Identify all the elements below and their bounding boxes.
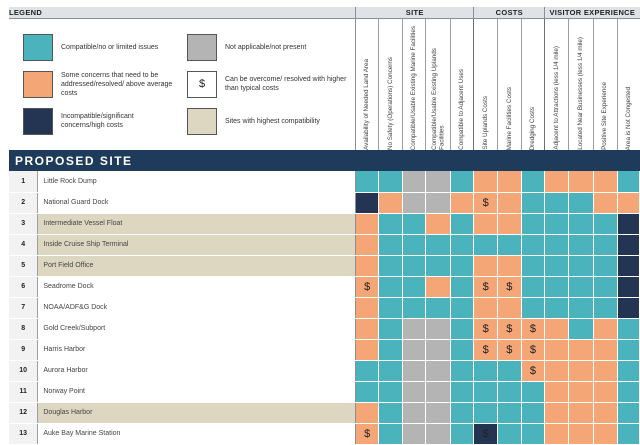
rating-cell: [474, 255, 498, 276]
rating-cell: [402, 234, 425, 255]
rating-cell: [617, 171, 639, 192]
rating-cell: [521, 234, 545, 255]
rating-cell: [521, 402, 545, 423]
rating-cell: [402, 276, 425, 297]
rating-cell: [617, 402, 639, 423]
rating-cell: [426, 192, 451, 213]
site-name: Little Rock Dump: [38, 171, 356, 192]
legend-swatch-teal: [23, 34, 53, 61]
site-number: 13: [9, 423, 38, 444]
site-number: 12: [9, 402, 38, 423]
rating-cell: [593, 255, 617, 276]
rating-cell: [521, 255, 545, 276]
column-header-label: Compatible/Usable Existing Marine Facilities: [410, 25, 418, 150]
rating-cell-cost-flag: $: [498, 339, 522, 360]
rating-cell: [569, 171, 593, 192]
rating-cell: [379, 339, 402, 360]
rating-cell: [545, 171, 569, 192]
rating-cell: [617, 234, 639, 255]
rating-cell: [521, 297, 545, 318]
rating-cell: [426, 297, 451, 318]
rating-cell-cost-flag: $: [521, 339, 545, 360]
rating-cell: [402, 402, 425, 423]
rating-cell: [545, 234, 569, 255]
site-number: 10: [9, 360, 38, 381]
rating-cell: [617, 360, 639, 381]
rating-cell: [426, 171, 451, 192]
column-header-label: Availability of Needed Land Area: [363, 59, 371, 150]
site-name: National Guard Dock: [38, 192, 356, 213]
rating-cell: [356, 339, 379, 360]
site-number: 5: [9, 255, 38, 276]
rating-cell-cost-flag: $: [356, 423, 379, 444]
rating-cell: [569, 213, 593, 234]
site-name: Intermediate Vessel Float: [38, 213, 356, 234]
rating-cell: [617, 276, 639, 297]
rating-cell: [569, 234, 593, 255]
column-header-label: Dredging Costs: [529, 106, 537, 150]
site-number: 11: [9, 381, 38, 402]
site-number: 4: [9, 234, 38, 255]
rating-cell: [426, 381, 451, 402]
rating-cell: [379, 423, 402, 444]
legend-label: Sites with highest compatibility: [225, 117, 320, 125]
rating-cell: [402, 339, 425, 360]
rating-cell: [450, 360, 473, 381]
rating-cell: [617, 255, 639, 276]
site-number: 9: [9, 339, 38, 360]
rating-cell: [593, 234, 617, 255]
rating-cell: [379, 213, 402, 234]
rating-cell: [356, 381, 379, 402]
rating-cell: [402, 360, 425, 381]
rating-cell: [356, 318, 379, 339]
rating-cell: [521, 381, 545, 402]
column-header-site: [402, 18, 425, 150]
column-header-label: Located Near Businesses (less 1/4 mile): [577, 37, 585, 150]
rating-cell: [450, 402, 473, 423]
rating-cell: [617, 339, 639, 360]
column-header-costs: [521, 18, 545, 150]
rating-cell: [521, 423, 545, 444]
rating-cell: [593, 402, 617, 423]
column-header-label: Compatible/Usable Existing Uplands Facilities: [430, 48, 446, 150]
column-header-label: Site Uplands Costs: [481, 96, 489, 150]
rating-cell-cost-flag: $: [521, 318, 545, 339]
site-name: NOAA/ADF&G Dock: [38, 297, 356, 318]
rating-cell: [474, 234, 498, 255]
rating-cell: [356, 213, 379, 234]
site-row: [9, 276, 640, 297]
rating-cell: [545, 276, 569, 297]
rating-cell: [545, 318, 569, 339]
rating-cell: [593, 339, 617, 360]
site-row: [9, 402, 640, 423]
rating-cell: [521, 276, 545, 297]
rating-cell: [569, 339, 593, 360]
legend-swatch-navy: [23, 108, 53, 135]
rating-cell: [379, 255, 402, 276]
rating-cell: [402, 255, 425, 276]
site-number: 8: [9, 318, 38, 339]
rating-cell: [593, 423, 617, 444]
column-header-visitor: [593, 18, 617, 150]
rating-cell: [356, 297, 379, 318]
rating-cell: [545, 213, 569, 234]
rating-cell: [569, 192, 593, 213]
site-name: Douglas Harbor: [38, 402, 356, 423]
proposed-site-title: PROPOSED SITE: [9, 150, 640, 171]
rating-cell: [426, 318, 451, 339]
rating-cell: [498, 234, 522, 255]
site-name: Port Field Office: [38, 255, 356, 276]
rating-cell: [569, 297, 593, 318]
column-header-label: Positive Site Experience: [601, 82, 609, 150]
rating-cell: [356, 234, 379, 255]
rating-cell: [379, 234, 402, 255]
rating-cell: [593, 213, 617, 234]
rating-cell: [593, 192, 617, 213]
rating-cell: [498, 213, 522, 234]
site-name: Norway Point: [38, 381, 356, 402]
column-header-label: Marine Facilities Costs: [505, 86, 513, 150]
rating-cell: [593, 318, 617, 339]
site-number: 1: [9, 171, 38, 192]
rating-cell: [379, 297, 402, 318]
column-header-site: [450, 18, 473, 150]
rating-cell: [593, 360, 617, 381]
legend-swatch-gray: [187, 34, 217, 61]
rating-cell: [450, 381, 473, 402]
rating-cell-cost-flag: $: [498, 318, 522, 339]
column-header-costs: [498, 18, 522, 150]
rating-cell: [450, 171, 473, 192]
rating-cell: [426, 339, 451, 360]
rating-cell: [593, 276, 617, 297]
site-row: [9, 297, 640, 318]
rating-cell: [593, 297, 617, 318]
rating-cell: [474, 213, 498, 234]
rating-cell-cost-flag: $: [474, 339, 498, 360]
rating-cell: [498, 255, 522, 276]
rating-cell: [593, 381, 617, 402]
rating-cell: [498, 381, 522, 402]
column-header-row: [9, 18, 640, 150]
site-row: [9, 360, 640, 381]
rating-cell: [379, 171, 402, 192]
legend-label: Compatible/no or limited issues: [61, 43, 159, 51]
rating-cell: [426, 360, 451, 381]
rating-cell-cost-flag: $: [474, 423, 498, 444]
rating-cell: [474, 381, 498, 402]
legend-label: Some concerns that need to be addressed/resolved/ above average costs: [61, 71, 173, 97]
rating-cell: [356, 402, 379, 423]
legend-label: Can be overcome/ resolved with higher than typical costs: [225, 76, 347, 92]
site-row: [9, 381, 640, 402]
column-header-label: Area is Not Congested: [624, 86, 632, 150]
legend-heading: LEGEND: [9, 7, 356, 18]
site-number: 7: [9, 297, 38, 318]
rating-cell: [450, 234, 473, 255]
column-header-label: Compatible to Adjacent Uses: [458, 69, 466, 150]
column-header-costs: [474, 18, 498, 150]
rating-cell: [498, 297, 522, 318]
legend-panel: [9, 18, 356, 150]
rating-cell: [498, 402, 522, 423]
rating-cell: [379, 276, 402, 297]
rating-cell: [521, 213, 545, 234]
rating-cell: [545, 381, 569, 402]
site-name: Aurora Harbor: [38, 360, 356, 381]
rating-cell: [474, 360, 498, 381]
rating-cell: [379, 402, 402, 423]
site-group-heading: SITE: [356, 7, 474, 18]
rating-cell: [545, 360, 569, 381]
rating-cell: [569, 423, 593, 444]
rating-cell: [450, 339, 473, 360]
rating-cell: [379, 192, 402, 213]
column-header-site: [356, 18, 379, 150]
rating-cell: [617, 423, 639, 444]
site-number: 6: [9, 276, 38, 297]
rating-cell: [569, 360, 593, 381]
rating-cell: [617, 192, 639, 213]
rating-cell: [498, 423, 522, 444]
rating-cell-cost-flag: $: [474, 192, 498, 213]
rating-cell-cost-flag: $: [498, 276, 522, 297]
rating-cell: [617, 297, 639, 318]
rating-cell: [426, 213, 451, 234]
site-evaluation-matrix: [9, 7, 640, 445]
rating-cell: [426, 402, 451, 423]
rating-cell: [450, 213, 473, 234]
rating-cell: [498, 360, 522, 381]
column-header-visitor: [617, 18, 639, 150]
site-row: [9, 318, 640, 339]
rating-cell: [426, 276, 451, 297]
rating-cell: [569, 255, 593, 276]
rating-cell: [379, 360, 402, 381]
rating-cell: [569, 318, 593, 339]
site-number: 2: [9, 192, 38, 213]
rating-cell: [426, 423, 451, 444]
column-header-visitor: [545, 18, 569, 150]
site-number: 3: [9, 213, 38, 234]
rating-cell: [498, 192, 522, 213]
proposed-site-banner-row: [9, 150, 640, 171]
column-header-site: [426, 18, 451, 150]
rating-cell: [402, 213, 425, 234]
rating-cell: [356, 171, 379, 192]
column-header-site: [379, 18, 402, 150]
rating-cell: [521, 192, 545, 213]
site-name: Harris Harbor: [38, 339, 356, 360]
site-name: Auke Bay Marine Station: [38, 423, 356, 444]
rating-cell: [545, 339, 569, 360]
rating-cell: [474, 402, 498, 423]
legend-swatch-white: $: [187, 71, 217, 98]
rating-cell: [450, 276, 473, 297]
legend-swatch-orange: [23, 71, 53, 98]
site-row: [9, 234, 640, 255]
rating-cell: [521, 171, 545, 192]
rating-cell-cost-flag: $: [474, 276, 498, 297]
group-header-row: [9, 7, 640, 18]
column-header-label: No Safety (Operations) Concerns: [386, 56, 394, 150]
site-rows: [9, 171, 640, 444]
legend-label: Not applicable/not present: [225, 43, 307, 51]
column-header-label: Adjacent to Attractions (less 1/4 mile): [553, 46, 561, 150]
rating-cell: [545, 297, 569, 318]
column-header-visitor: [569, 18, 593, 150]
rating-cell: [617, 381, 639, 402]
site-row: [9, 171, 640, 192]
rating-cell: [402, 192, 425, 213]
site-row: [9, 213, 640, 234]
rating-cell: [545, 402, 569, 423]
rating-cell: [498, 171, 522, 192]
rating-cell: [402, 381, 425, 402]
rating-cell: [569, 381, 593, 402]
rating-cell: [545, 192, 569, 213]
rating-cell: [450, 297, 473, 318]
rating-cell: [593, 171, 617, 192]
rating-cell: [450, 423, 473, 444]
rating-cell: [426, 255, 451, 276]
rating-cell: [402, 171, 425, 192]
rating-cell: [474, 171, 498, 192]
rating-cell: [450, 255, 473, 276]
rating-cell: [356, 255, 379, 276]
site-row: [9, 255, 640, 276]
rating-cell: [402, 297, 425, 318]
rating-cell: [617, 318, 639, 339]
rating-cell: [545, 423, 569, 444]
site-name: Seadrome Dock: [38, 276, 356, 297]
rating-cell: [474, 297, 498, 318]
site-row: [9, 192, 640, 213]
visitor-experience-group-heading: VISITOR EXPERIENCE: [545, 7, 640, 18]
rating-cell: [569, 276, 593, 297]
site-row: [9, 339, 640, 360]
site-name: Inside Cruise Ship Terminal: [38, 234, 356, 255]
rating-cell-cost-flag: $: [474, 318, 498, 339]
rating-cell: [379, 381, 402, 402]
costs-group-heading: COSTS: [474, 7, 545, 18]
rating-cell: [450, 318, 473, 339]
rating-cell: [402, 423, 425, 444]
rating-cell: [379, 318, 402, 339]
rating-cell: [450, 192, 473, 213]
legend-grid: [9, 19, 355, 140]
rating-cell: [426, 234, 451, 255]
rating-cell-cost-flag: $: [521, 360, 545, 381]
rating-cell: [402, 318, 425, 339]
site-name: Gold Creek/Subport: [38, 318, 356, 339]
site-row: [9, 423, 640, 444]
legend-label: Incompatible/significant concerns/high costs: [61, 113, 134, 129]
legend-swatch-tan: [187, 108, 217, 135]
rating-cell: [545, 255, 569, 276]
rating-cell-cost-flag: $: [356, 276, 379, 297]
rating-cell: [356, 192, 379, 213]
rating-cell: [356, 360, 379, 381]
rating-cell: [569, 402, 593, 423]
rating-cell: [617, 213, 639, 234]
